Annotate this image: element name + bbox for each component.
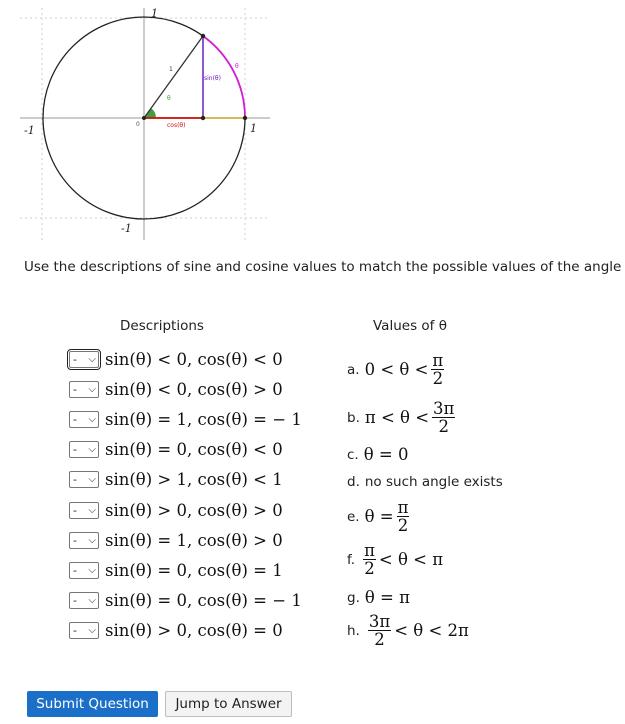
match-select[interactable]: - ⌵ — [69, 381, 99, 398]
description-text: sin(θ) > 0, cos(θ) > 0 — [105, 500, 283, 520]
grid-lines — [20, 8, 270, 240]
description-text: sin(θ) = 1, cos(θ) = − 1 — [105, 409, 302, 429]
fraction: $\frac{\pi}{2}$ — [364, 541, 375, 578]
unit-circle-graph — [20, 8, 270, 240]
chevron-down-icon: ⌵ — [88, 413, 96, 425]
values-header: Values of θ — [373, 318, 447, 334]
chevron-down-icon: ⌵ — [88, 534, 96, 546]
chevron-down-icon: ⌵ — [88, 443, 96, 455]
submit-question-button[interactable]: Submit Question — [27, 691, 158, 717]
match-select[interactable]: - ⌵ — [69, 471, 99, 488]
hand-left: -1 — [24, 124, 35, 137]
option-h: h. $\frac{3\pi}{2}$ < θ < 2π — [347, 612, 469, 649]
description-row — [69, 407, 302, 431]
description-text: sin(θ) < 0, cos(θ) < 0 — [105, 349, 283, 369]
label-origin: 0 — [136, 121, 140, 128]
description-row — [69, 618, 283, 642]
description-row — [69, 437, 283, 461]
match-select[interactable]: - ⌵ — [69, 441, 99, 458]
hand-bottom: -1 — [121, 222, 132, 235]
description-text: sin(θ) = 1, cos(θ) > 0 — [105, 530, 283, 550]
point-one — [243, 116, 247, 120]
description-text: sin(θ) > 1, cos(θ) < 1 — [105, 469, 283, 489]
label-radius: 1 — [169, 66, 173, 73]
description-row — [69, 467, 283, 491]
description-text: sin(θ) = 0, cos(θ) = − 1 — [105, 590, 302, 610]
label-theta-arc: θ — [235, 63, 239, 70]
option-a: a. 0 < θ < $\frac{\pi}{2}$ — [347, 351, 444, 388]
option-g: g. θ = π — [347, 588, 410, 607]
description-row — [69, 377, 283, 401]
point-on-circle — [201, 34, 205, 38]
fraction: $\frac{\pi}{2}$ — [397, 498, 409, 535]
hand-right: 1 — [250, 122, 257, 135]
match-select[interactable]: - ⌵ — [69, 592, 99, 609]
fraction: $\frac{3\pi}{2}$ — [368, 612, 391, 649]
chevron-down-icon: ⌵ — [88, 594, 96, 606]
description-row — [69, 558, 283, 582]
chevron-down-icon: ⌵ — [88, 504, 96, 516]
description-text: sin(θ) = 0, cos(θ) = 1 — [105, 560, 283, 580]
descriptions-header: Descriptions — [120, 318, 204, 334]
fraction: $\frac{\pi}{2}$ — [432, 351, 444, 388]
label-cos: cos(θ) — [167, 122, 186, 129]
option-e: e. θ = $\frac{\pi}{2}$ — [347, 498, 409, 535]
description-row — [69, 498, 283, 522]
jump-to-answer-button[interactable]: Jump to Answer — [165, 691, 292, 717]
option-b: b. π < θ < $\frac{3\pi}{2}$ — [347, 399, 455, 436]
match-select[interactable]: - ⌵ — [69, 532, 99, 549]
option-f: f. $\frac{\pi}{2}$ < θ < π — [347, 541, 444, 578]
match-select[interactable]: - ⌵ — [69, 351, 99, 368]
option-d: d. no such angle exists — [347, 474, 503, 490]
match-select[interactable]: - ⌵ — [69, 502, 99, 519]
chevron-down-icon: ⌵ — [88, 624, 96, 636]
question-prompt: Use the descriptions of sine and cosine values to match the possible values of the angle — [24, 259, 622, 275]
handwritten-marks — [24, 8, 257, 235]
chevron-down-icon: ⌵ — [88, 564, 96, 576]
description-row — [69, 347, 283, 371]
match-select[interactable]: - ⌵ — [69, 411, 99, 428]
option-c: c. θ = 0 — [347, 445, 409, 464]
description-row — [69, 588, 302, 612]
chevron-down-icon: ⌵ — [88, 353, 96, 365]
description-text: sin(θ) = 0, cos(θ) < 0 — [105, 439, 283, 459]
point-cos — [201, 116, 205, 120]
description-text: sin(θ) > 0, cos(θ) = 0 — [105, 620, 283, 640]
fraction: $\frac{3\pi}{2}$ — [433, 399, 455, 436]
description-text: sin(θ) < 0, cos(θ) > 0 — [105, 379, 283, 399]
label-theta-angle: θ — [167, 95, 171, 102]
label-sin: sin(θ) — [204, 75, 221, 82]
chevron-down-icon: ⌵ — [88, 473, 96, 485]
description-row — [69, 528, 283, 552]
point-origin — [142, 116, 146, 120]
match-select[interactable]: - ⌵ — [69, 622, 99, 639]
match-select[interactable]: - ⌵ — [69, 562, 99, 579]
chevron-down-icon: ⌵ — [88, 383, 96, 395]
radius-line — [144, 36, 203, 118]
hand-top: 1 — [151, 8, 158, 20]
